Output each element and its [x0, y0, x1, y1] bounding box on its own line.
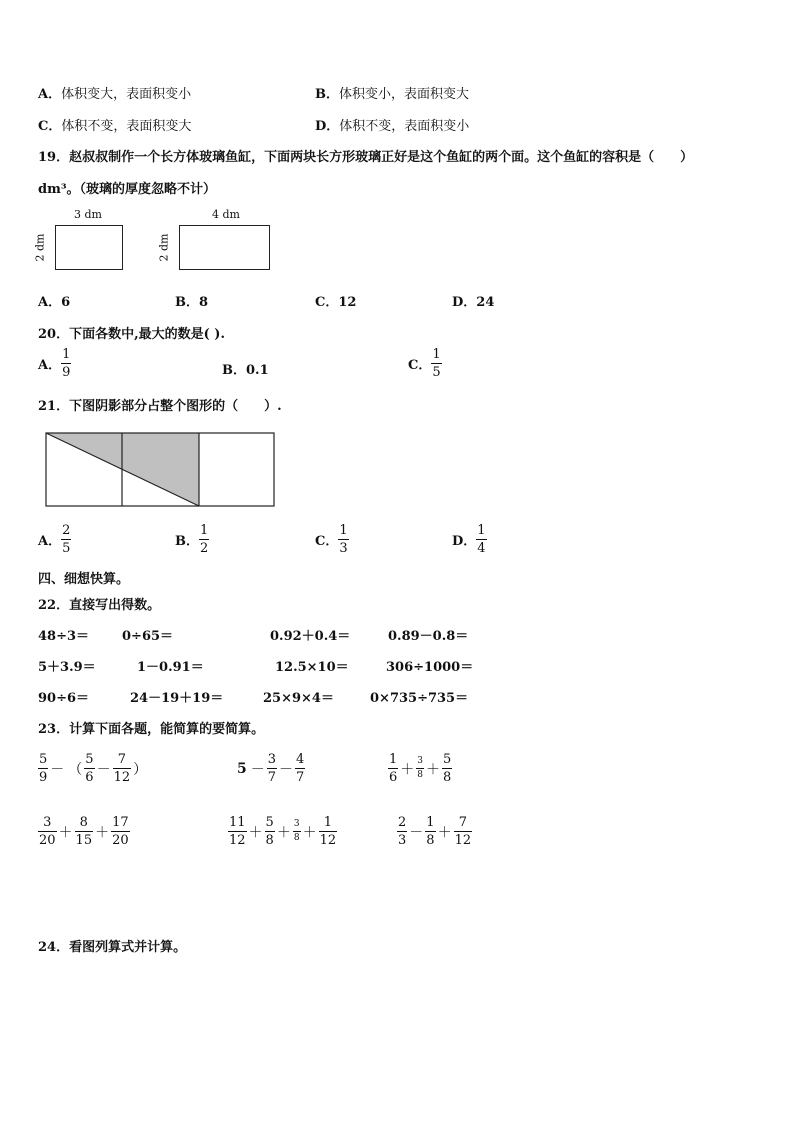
q21-shaded-figure	[45, 432, 276, 508]
rect2-shape	[179, 225, 270, 270]
q22-item: 25×9×4＝	[263, 691, 334, 706]
fraction: $\frac{1}{5}$	[432, 347, 441, 380]
q22-item: 1－0.91＝	[137, 660, 204, 675]
section-heading: 四、细想快算。	[38, 572, 130, 587]
q23-expr-5: $\frac{11}{12}$ ＋ $\frac{5}{8}$ ＋ $\frac{3}{8}$ ＋ $\frac{1}{12}$	[229, 815, 337, 848]
q19-rect-3x2	[33, 208, 136, 276]
q19-option-b: B．8	[175, 295, 209, 310]
q21-question: 21．下图阴影部分占整个图形的（ ）.	[38, 399, 282, 414]
q21-option-a: A． $\frac{2}{5}$	[38, 523, 71, 556]
q21-option-c: C． $\frac{1}{3}$	[315, 523, 348, 556]
q21-option-b: B． $\frac{1}{2}$	[175, 523, 209, 556]
q22-item: 0×735÷735＝	[370, 691, 469, 706]
rect1-top-label: 3 dm	[74, 208, 102, 221]
q19-question-cont: dm³。（玻璃的厚度忽略不计）	[38, 182, 217, 197]
q22-item: 5＋3.9＝	[38, 660, 96, 675]
q18-option-b: B．体积变小，表面积变大	[315, 87, 470, 102]
q20-option-b: B．0.1	[222, 363, 269, 378]
q22-item: 0÷65＝	[122, 629, 174, 644]
fraction: $\frac{2}{5}$	[62, 523, 71, 556]
rect2-side-label: 2 dm	[157, 233, 171, 262]
rect1-side-label: 2 dm	[33, 233, 47, 262]
rect2-top-label: 4 dm	[212, 208, 240, 221]
fraction: $\frac{1}{4}$	[477, 523, 486, 556]
q19-question: 19．赵叔叔制作一个长方体玻璃鱼缸，下面两块长方形玻璃正好是这个鱼缸的两个面。这个鱼缸的容积是（ ）	[38, 150, 694, 165]
q21-option-d: D． $\frac{1}{4}$	[452, 523, 486, 556]
q22-question: 22．直接写出得数。	[38, 598, 161, 613]
q19-option-c: C．12	[315, 295, 357, 310]
q20-question: 20．下面各数中,最大的数是( ).	[38, 327, 225, 342]
q22-item: 24－19＋19＝	[130, 691, 224, 706]
fraction: $\frac{1}{2}$	[200, 523, 209, 556]
q23-expr-4: $\frac{3}{20}$ ＋ $\frac{8}{15}$ ＋ $\frac{17}{20}$	[39, 815, 129, 848]
q22-item: 0.92＋0.4＝	[270, 629, 351, 644]
q20-option-c: C． $\frac{1}{5}$	[408, 347, 441, 380]
q18-option-a: A．体积变大，表面积变小	[38, 87, 192, 102]
q20-option-a: A． $\frac{1}{9}$	[38, 347, 71, 380]
q23-expr-6: $\frac{2}{3}$ － $\frac{1}{8}$ ＋ $\frac{7}{12}$	[398, 815, 472, 848]
q24-question: 24．看图列算式并计算。	[38, 940, 187, 955]
q22-item: 48÷3＝	[38, 629, 90, 644]
q22-item: 0.89－0.8＝	[388, 629, 469, 644]
q23-expr-3: $\frac{1}{6}$ ＋ $\frac{3}{8}$ ＋ $\frac{5}{8}$	[389, 752, 452, 785]
rect1-shape	[55, 225, 123, 270]
q18-option-d: D．体积不变，表面积变小	[315, 119, 470, 134]
q22-item: 306÷1000＝	[386, 660, 474, 675]
q19-option-d: D．24	[452, 295, 495, 310]
q23-question: 23．计算下面各题，能简算的要简算。	[38, 722, 265, 737]
fraction: $\frac{1}{9}$	[62, 347, 71, 380]
q23-expr-1: $\frac{5}{9}$ － （ $\frac{5}{6}$ － $\frac{7}{12}$ ）	[39, 752, 148, 785]
q19-rect-4x2	[157, 208, 280, 276]
fraction: $\frac{1}{3}$	[339, 523, 348, 556]
q22-item: 12.5×10＝	[275, 660, 349, 675]
q22-item: 90÷6＝	[38, 691, 90, 706]
q18-option-c: C．体积不变，表面积变大	[38, 119, 192, 134]
q23-expr-2: 5 － $\frac{3}{7}$ － $\frac{4}{7}$	[237, 752, 305, 785]
q19-option-a: A．6	[38, 295, 71, 310]
